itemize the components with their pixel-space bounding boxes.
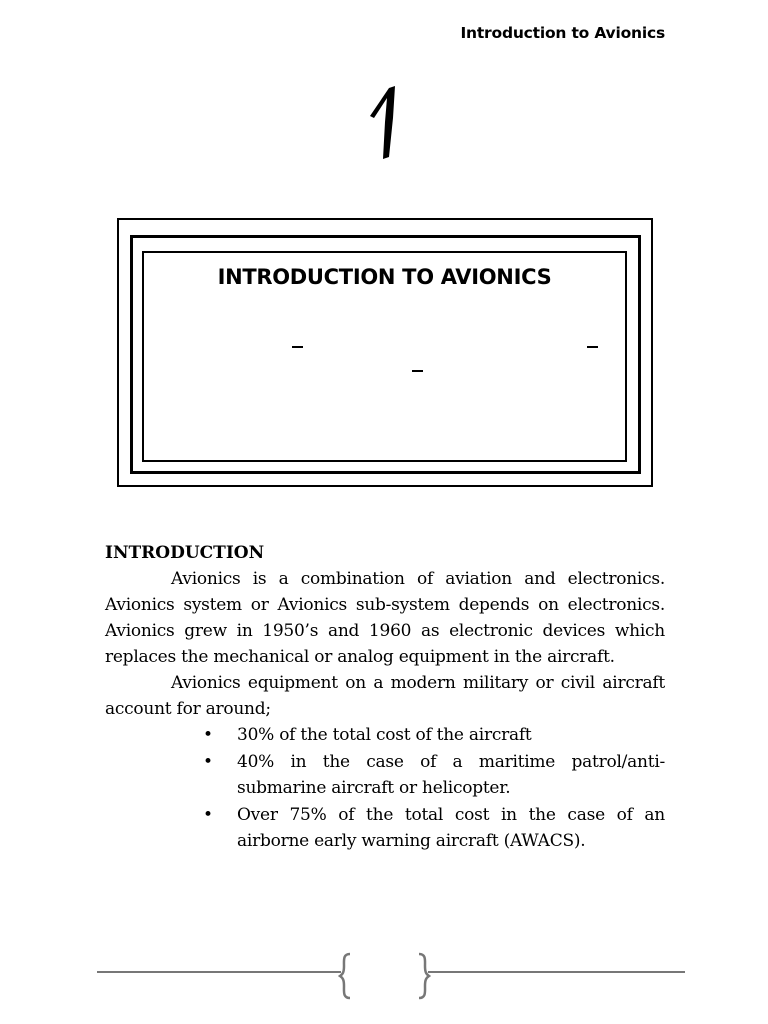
frame-dash-mark — [587, 346, 598, 348]
running-header-title: Introduction to Avionics — [460, 24, 665, 42]
bullet-text: 30% of the total cost of the aircraft — [237, 725, 532, 745]
bullet-item — [105, 749, 665, 801]
footer-rule-right — [428, 971, 685, 973]
footer-left-bracket-icon — [338, 952, 352, 1000]
chapter-title: INTRODUCTION TO AVIONICS — [217, 265, 552, 289]
frame-dash-mark — [412, 370, 423, 372]
bullet-item — [105, 722, 665, 748]
bullet-icon: • — [203, 725, 213, 745]
chapter-number-glyph — [362, 78, 406, 160]
paragraph: Avionics is a combination of aviation and electronics. Avionics system or Avionics sub-system depends on electronics. Avionics grew in 1950’s and 1960 as electronic devices which replaces the mechanical or analog equipment in the aircraft. — [105, 569, 665, 667]
bullet-item — [105, 802, 665, 854]
bullet-list — [105, 722, 665, 854]
bullet-text: 40% in the case of a maritime patrol/anti-submarine aircraft or helicopter. — [237, 752, 665, 798]
bullet-icon: • — [203, 805, 213, 825]
chapter-frame-middle — [130, 235, 641, 474]
chapter-frame-outer — [117, 218, 653, 487]
bullet-icon: • — [203, 752, 213, 772]
chapter-frame-inner — [142, 251, 627, 462]
paragraph: Avionics equipment on a modern military or civil aircraft account for around; — [105, 673, 665, 719]
bullet-text: Over 75% of the total cost in the case of an airborne early warning aircraft (AWACS). — [237, 805, 665, 851]
chapter-number — [0, 78, 768, 164]
section-content — [105, 540, 665, 854]
footer-right-bracket-icon — [417, 952, 431, 1000]
section-heading: INTRODUCTION — [105, 543, 265, 563]
footer-rule-left — [97, 971, 341, 973]
frame-dash-mark — [292, 346, 303, 348]
